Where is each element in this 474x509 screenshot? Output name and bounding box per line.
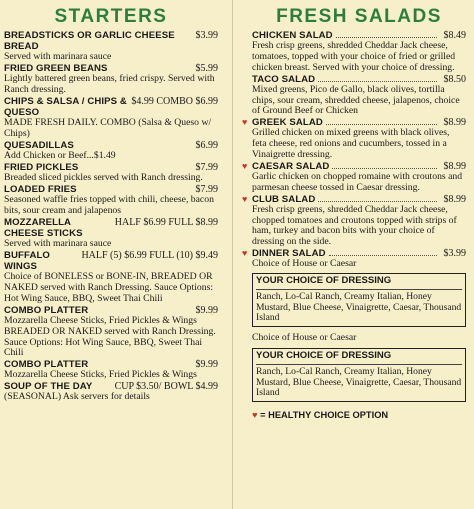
menu-item-title: BUFFALO WINGS — [4, 250, 50, 273]
menu-item-price: $5.99 — [195, 63, 218, 75]
menu-item-description: BREADED OR NAKED served with Ranch Dressing. Sauce Options: Hot Wing Sauce, BBQ, Sweet Thai Chili — [4, 325, 216, 359]
dressing-box-1-rule — [256, 289, 462, 290]
dressing-box-1-title: YOUR CHOICE OF DRESSING — [256, 274, 392, 286]
menu-item-description: MADE FRESH DAILY. COMBO (Salsa & Queso w/ Chips) — [4, 117, 212, 140]
menu-item-price: $8.99 — [443, 193, 466, 205]
starters-column — [4, 0, 218, 403]
menu-item-price: $8.49 — [443, 30, 466, 41]
menu-item-price: $7.99 — [195, 184, 218, 195]
leader-dots — [332, 161, 436, 169]
menu-item — [242, 193, 466, 248]
menu-item — [252, 74, 466, 118]
leader-dots — [329, 248, 437, 256]
menu-item-title: CAESAR SALAD — [252, 160, 330, 172]
menu-item-title: QUESADILLAS — [4, 140, 74, 151]
menu-item — [242, 160, 466, 194]
menu-item-title: CHICKEN SALAD — [252, 30, 333, 41]
menu-item — [4, 63, 218, 96]
menu-item — [4, 30, 218, 63]
menu-item-price: $3.99 — [195, 30, 218, 41]
menu-item-description: Fresh crisp greens, shredded Cheddar Jack cheese, tomatoes, topped with your choice of fried or grilled chicken breast. Served with your choice of dressing. — [252, 40, 456, 73]
dressing-box-2 — [252, 348, 466, 402]
menu-item — [4, 327, 218, 359]
menu-item-title: CHIPS & SALSA / CHIPS & QUESO — [4, 96, 127, 119]
starters-list — [4, 30, 218, 403]
menu-item-price: HALF $6.99 FULL $8.99 — [114, 216, 218, 228]
healthy-legend-text: = HEALTHY CHOICE OPTION — [260, 410, 389, 421]
menu-item — [252, 30, 466, 74]
menu-item — [242, 117, 466, 161]
menu-item-price: $4.99 COMBO $6.99 — [131, 96, 218, 107]
menu-item-price: $9.99 — [195, 304, 218, 316]
menu-item-header — [4, 96, 218, 118]
leader-dots — [318, 194, 436, 202]
heart-icon: ♥ — [252, 410, 258, 421]
menu-item-description: Lightly battered green beans, fried crispy. Served with Ranch dressing. — [4, 73, 215, 96]
menu-item-title: LOADED FRIES — [4, 184, 77, 195]
menu-item-title: COMBO PLATTER — [4, 304, 89, 316]
menu-item-price: $6.99 — [195, 140, 218, 151]
menu-item-price: CUP $3.50/ BOWL $4.99 — [114, 381, 218, 393]
menu-item-description: Breaded sliced pickles served with Ranch dressing. — [4, 172, 203, 184]
menu-item-description: (SEASONAL) Ask servers for details — [4, 391, 150, 403]
menu-item-price: $8.50 — [443, 73, 466, 85]
menu-item-title: DINNER SALAD — [252, 247, 326, 259]
menu-item-title: TACO SALAD — [252, 73, 316, 85]
menu-item-description: Fresh crisp greens, shredded Cheddar Jack cheese, chopped tomatoes and croutons topped with strips of ham, turkey and bacon bits with your choice of dressing on the side. — [252, 203, 457, 248]
menu-item-title: BREADSTICKS OR GARLIC CHEESE BREAD — [4, 30, 175, 53]
menu-item — [4, 184, 218, 217]
heart-icon: ♥ — [242, 247, 248, 258]
menu-item-title: SOUP OF THE DAY — [4, 381, 93, 393]
heart-icon: ♥ — [242, 117, 248, 128]
menu-item-description: Add Chicken or Beef...$1.49 — [4, 150, 116, 162]
leader-dots — [326, 117, 437, 125]
menu-item-price: $9.99 — [195, 359, 218, 371]
salads-list — [242, 30, 466, 270]
leader-dots — [318, 74, 436, 82]
menu-item-header — [4, 30, 218, 52]
menu-item — [4, 162, 218, 184]
menu-item-description: Mixed greens, Pico de Gallo, black olives, tortilla chips, sour cream, shredded cheese, jalapenos, choice of Ground Beef or Chicken — [252, 83, 460, 117]
menu-item — [4, 359, 218, 381]
heart-icon: ♥ — [242, 193, 248, 204]
column-divider — [232, 0, 233, 509]
menu-item — [4, 96, 218, 140]
dressing-box-2-text: Ranch, Lo-Cal Ranch, Creamy Italian, Honey Mustard, Blue Cheese, Vinaigrette, Caesar, Thousand Island — [256, 365, 462, 399]
menu-item-description: Seasoned waffle fries topped with chili, cheese, bacon bits, sour cream and jalapenos — [4, 194, 214, 216]
leader-dots — [336, 30, 437, 38]
salads-header: FRESH SALADS — [276, 6, 442, 27]
menu-item-title: GREEK SALAD — [252, 117, 323, 129]
dressing-box-2-rule — [256, 364, 462, 365]
menu-item-price: $8.99 — [443, 160, 466, 172]
menu-item-title: COMBO PLATTER — [4, 359, 89, 371]
menu-item-description: Mozzarella Cheese Sticks, Fried Pickles & Wings — [4, 315, 197, 326]
menu-item-title: CLUB SALAD — [252, 193, 316, 205]
dressing-box-1 — [252, 273, 466, 327]
menu-item-description: Choice of BONELESS or BONE-IN, BREADED OR NAKED served with Ranch Dressing. Sauce Options: Hot Wing Sauce, BBQ, Sweet Thai Chili — [4, 271, 214, 304]
menu-item — [4, 217, 218, 250]
menu-item-description: Choice of House or Caesar — [252, 258, 357, 270]
menu-item-description: Grilled chicken on mixed greens with black olives, feta cheese, red onions and cucumbers, tossed in a Vinaigrette dressing. — [252, 127, 450, 160]
menu-item — [242, 247, 466, 270]
menu-item — [4, 140, 218, 162]
menu-item-description: Served with marinara sauce — [4, 238, 112, 250]
menu-item-header — [4, 217, 218, 239]
menu-item-price: $8.99 — [443, 117, 466, 129]
menu-item-title: FRIED PICKLES — [4, 162, 79, 173]
menu-item-title: FRIED GREEN BEANS — [4, 63, 108, 75]
menu-item-description: Served with marinara sauce — [4, 51, 112, 63]
dressing-box-1-text: Ranch, Lo-Cal Ranch, Creamy Italian, Honey Mustard, Blue Cheese, Vinaigrette, Caesar, Thousand Island — [256, 290, 462, 324]
menu-item-description: Mozzarella Cheese Sticks, Fried Pickles & Wings — [4, 369, 197, 381]
starters-header: STARTERS — [54, 6, 168, 27]
menu-item-price: $3.99 — [443, 247, 466, 259]
menu-item-price: $7.99 — [195, 162, 218, 173]
menu-item-header — [4, 250, 218, 272]
menu-item-description: Garlic chicken on chopped romaine with croutons and parmesan cheese tossed in Caesar dressing. — [252, 170, 463, 193]
menu-item-price: HALF (5) $6.99 FULL (10) $9.49 — [81, 250, 218, 261]
menu-item — [4, 250, 218, 305]
heart-icon: ♥ — [242, 160, 248, 171]
between-note: Choice of House or Caesar — [252, 332, 357, 344]
healthy-legend — [252, 410, 466, 420]
dressing-box-2-title: YOUR CHOICE OF DRESSING — [256, 349, 392, 361]
menu-item-title: MOZZARELLA CHEESE STICKS — [4, 216, 83, 239]
menu-item — [4, 381, 218, 403]
menu-item — [4, 305, 218, 327]
salads-column — [242, 0, 466, 421]
